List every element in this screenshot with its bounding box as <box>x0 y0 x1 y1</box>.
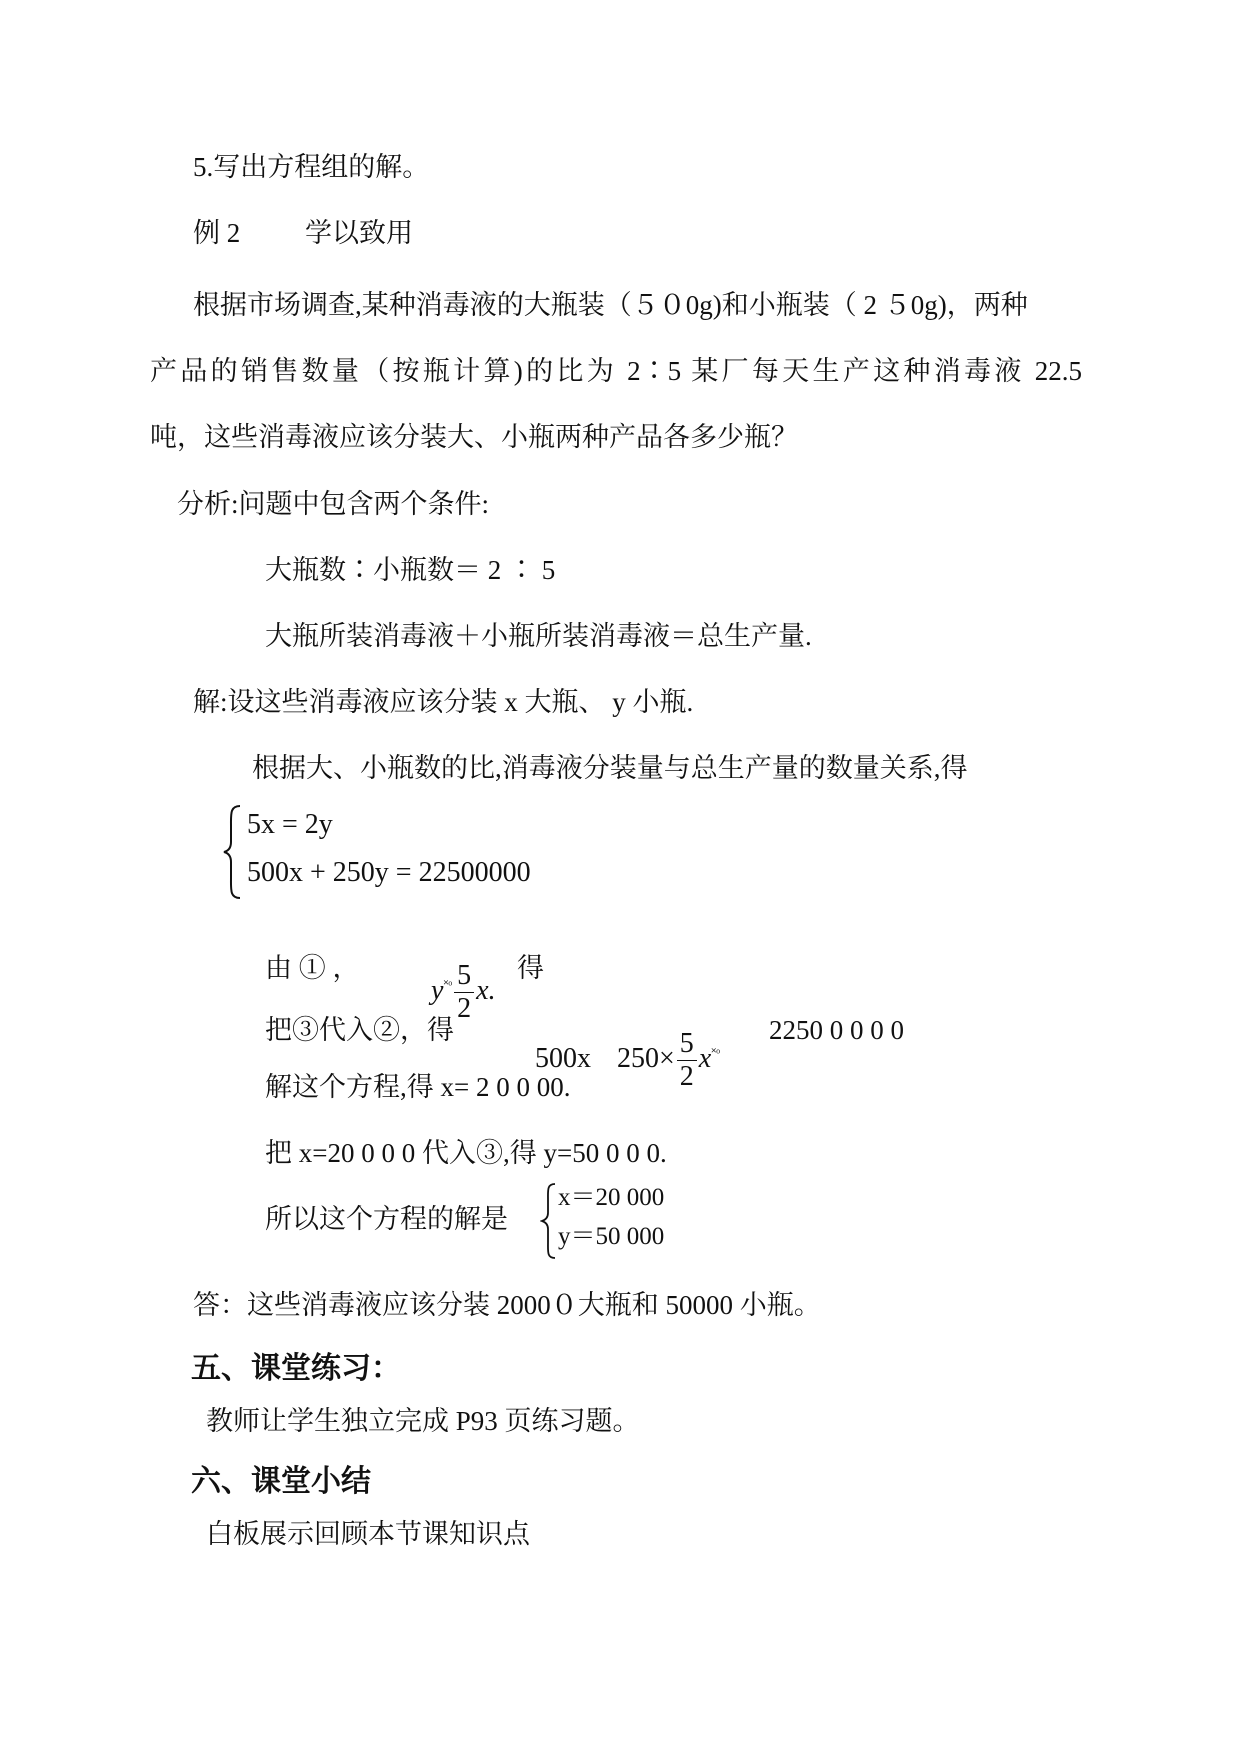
step-two-var: x <box>698 1042 712 1074</box>
step-two-rhs: 2250 0 0 0 0 <box>769 1015 904 1045</box>
condition-total: 大瓶所装消毒液＋小瓶所装消毒液＝总生产量. <box>265 621 812 651</box>
relation-line: 根据大、小瓶数的比,消毒液分装量与总生产量的数量关系,得 <box>252 753 968 783</box>
step-one-mark: ˟ᵒ <box>443 976 453 992</box>
step-two-prefix: 把③代入②，得 <box>265 1015 454 1045</box>
system-brace-icon <box>222 804 244 900</box>
solution-intro: 解:设这些消毒液应该分装 x 大瓶、 y 小瓶. <box>193 687 694 717</box>
problem-line-3: 吨，这些消毒液应该分装大、小瓶两种产品各多少瓶？ <box>150 422 798 452</box>
equation-one: 5x = 2y <box>247 809 333 840</box>
step-three-line: 解这个方程,得 x= 2 0 0 00. <box>265 1072 571 1102</box>
condition-ratio: 大瓶数∶小瓶数＝ 2 ∶ 5 <box>265 555 556 585</box>
equation-two: 500x + 250y = 22500000 <box>247 857 531 888</box>
example-label: 例 2 <box>193 218 241 248</box>
final-answer: 答：这些消毒液应该分装 2000０大瓶和 50000 小瓶。 <box>193 1290 821 1320</box>
answer-x: x＝20 000 <box>558 1184 665 1211</box>
step-five-prefix: 所以这个方程的解是 <box>265 1204 508 1234</box>
step-four-line: 把 x=20 0 0 0 代入③,得 y=50 0 0 0. <box>265 1138 667 1168</box>
step-five-line: 5.写出方程组的解。 <box>193 152 430 182</box>
problem-line-1: 根据市场调查,某种消毒液的大瓶装（５０0g)和小瓶装（ 2 ５0g)，两种 <box>193 290 1028 320</box>
step-two-lhs: 500x <box>535 1042 591 1074</box>
section-five-body: 教师让学生独立完成 P93 页练习题。 <box>206 1406 640 1436</box>
problem-line-2: 产品的销售数量（按瓶计算)的比为 2∶5 某厂每天生产这种消毒液 22.5 <box>150 356 1082 386</box>
fraction-five-halves-2: $\frac{5}{2}$ <box>677 1030 697 1091</box>
answer-brace-icon <box>540 1182 558 1260</box>
section-five-heading: 五、课堂练习： <box>191 1352 401 1385</box>
step-one-suffix: 得 <box>517 953 544 983</box>
answer-y: y＝50 000 <box>558 1223 665 1250</box>
step-two-mark: ˟ᵒ <box>711 1044 720 1060</box>
section-six-body: 白板展示回顾本节课知识点 <box>206 1519 530 1549</box>
section-six-heading: 六、课堂小结 <box>191 1465 371 1498</box>
step-one-var: y <box>431 974 444 1006</box>
analysis-heading: 分析:问题中包含两个条件: <box>177 489 490 519</box>
example-topic: 学以致用 <box>305 218 413 248</box>
step-two-mid: 250× <box>617 1042 675 1074</box>
step-one-tail: x. <box>476 974 496 1006</box>
fraction-five-halves: $\frac{5}{2}$ <box>454 962 474 1023</box>
step-two-formula <box>507 998 720 1123</box>
step-one-prefix: 由 ① ， <box>265 953 360 983</box>
